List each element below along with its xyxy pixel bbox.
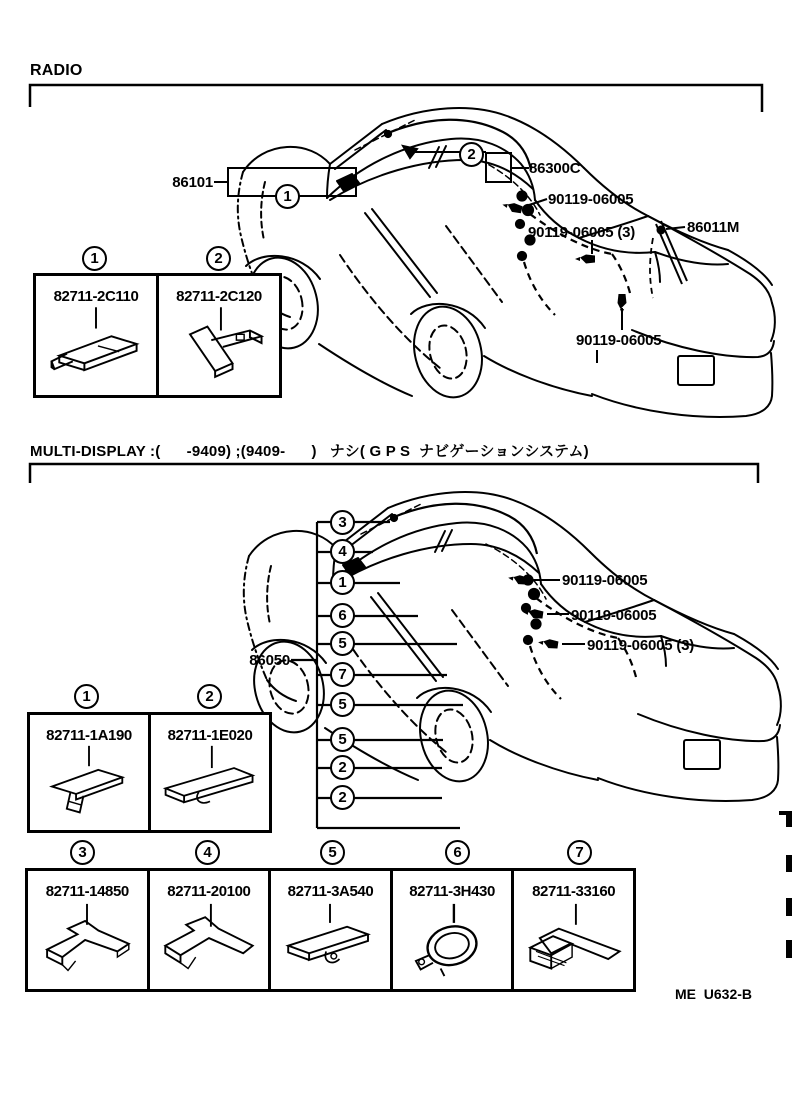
multi-parts-box-1 (27, 712, 272, 833)
ladder-callout: 5 (330, 727, 355, 752)
ladder-callout: 5 (330, 692, 355, 717)
ladder-callout: 7 (330, 662, 355, 687)
part-number: 82711-1E020 (167, 727, 253, 744)
retainer-bracket-icon (152, 900, 266, 980)
label-86011m: 86011M (687, 219, 740, 236)
label-screw-mid: 90119-06005 (3) (528, 224, 636, 241)
label-86101: 86101 (172, 174, 213, 191)
ladder-callout: 3 (330, 510, 355, 535)
label-screw-b: 90119-06005 (571, 607, 657, 624)
part-cell (147, 871, 269, 989)
page-edge-marks (779, 811, 792, 958)
callout-3-partbox: 3 (70, 840, 95, 865)
retainer-clip-icon (154, 744, 266, 818)
ladder-callout: 4 (330, 539, 355, 564)
part-number: 82711-2C120 (176, 288, 262, 305)
part-number: 82711-3A540 (287, 883, 374, 900)
callout-2-partbox: 2 (197, 684, 222, 709)
multi-display-section-title: MULTI-DISPLAY :( -9409) ;(9409- ) ナシ( G P S ナビゲーションシステム) (30, 443, 589, 460)
callout-5-partbox: 5 (320, 840, 345, 865)
ladder-callout: 6 (330, 603, 355, 628)
retainer-clip-icon (273, 900, 387, 980)
retainer-clip-icon (38, 305, 154, 383)
label-screw-top: 90119-06005 (548, 191, 634, 208)
part-cell (156, 276, 279, 395)
callout-2-radio: 2 (459, 142, 484, 167)
part-cell (390, 871, 512, 989)
ring-clamp-icon (395, 900, 509, 980)
label-screw-trunk: 90119-06005 (576, 332, 662, 349)
part-number: 82711-20100 (167, 883, 251, 900)
part-cell (268, 871, 390, 989)
part-cell (148, 715, 269, 830)
retainer-clip-icon (161, 305, 277, 383)
callout-1-partbox: 1 (82, 246, 107, 271)
label-screw-a: 90119-06005 (562, 572, 648, 589)
callout-2-partbox: 2 (206, 246, 231, 271)
multi-parts-box-2 (25, 868, 636, 992)
part-number: 82711-2C110 (53, 288, 139, 305)
callout-1-partbox: 1 (74, 684, 99, 709)
label-screw-c: 90119-06005 (3) (587, 637, 695, 654)
ladder-callout: 1 (330, 570, 355, 595)
part-cell (30, 715, 148, 830)
part-number: 82711-1A190 (46, 727, 132, 744)
retainer-clip-icon (33, 744, 145, 818)
callout-7-partbox: 7 (567, 840, 592, 865)
radio-parts-box (33, 273, 282, 398)
ladder-callout: 5 (330, 631, 355, 656)
part-number: 82711-3H430 (409, 883, 495, 900)
label-86050: 86050 (249, 652, 290, 669)
retainer-bracket-icon (30, 900, 144, 980)
part-number: 82711-14850 (45, 883, 129, 900)
part-cell (511, 871, 633, 989)
part-cell (36, 276, 156, 395)
label-86300c: 86300C (529, 160, 581, 177)
callout-1-radio: 1 (275, 184, 300, 209)
page-code: ME U632-B (675, 986, 753, 1002)
callout-6-partbox: 6 (445, 840, 470, 865)
part-number: 82711-33160 (532, 883, 616, 900)
ladder-callout: 2 (330, 755, 355, 780)
ladder-callout: 2 (330, 785, 355, 810)
part-cell (28, 871, 147, 989)
retainer-bracket-icon (517, 900, 631, 980)
callout-4-partbox: 4 (195, 840, 220, 865)
radio-section-title: RADIO (30, 62, 83, 79)
